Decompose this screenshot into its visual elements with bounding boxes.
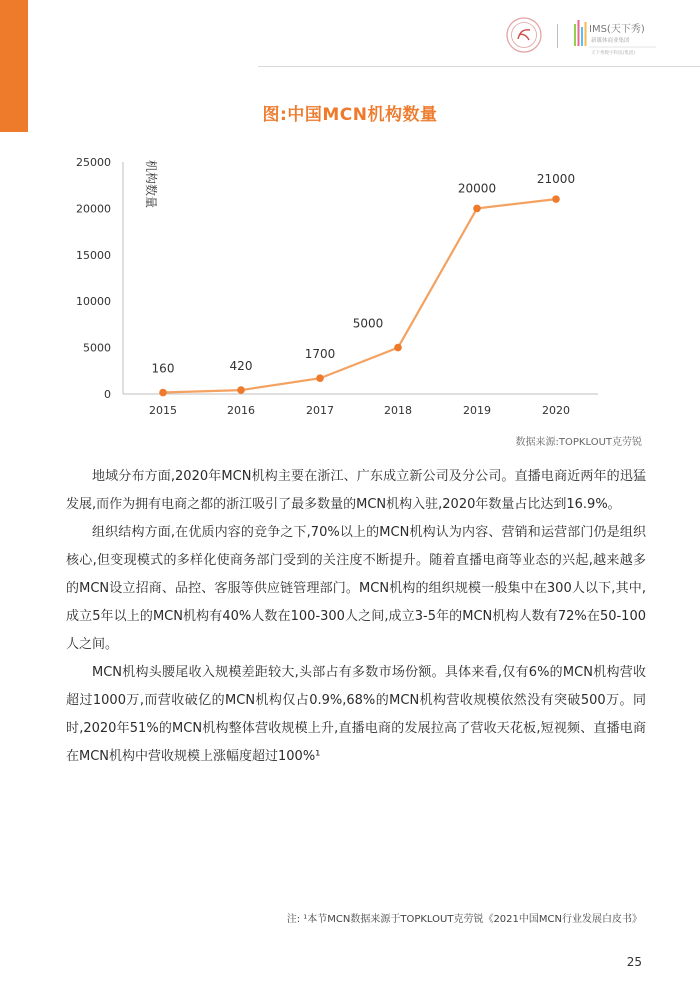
chart-title: 图:中国MCN机构数量	[262, 105, 438, 125]
y-tick-label: 0	[104, 388, 111, 401]
x-tick-label: 2015	[149, 404, 177, 417]
paragraph-structure: 组织结构方面,在优质内容的竞争之下,70%以上的MCN机构认为内容、营销和运营部门仍是组织核心,但变现模式的多样化使商务部门受到的关注度不断提升。随着直播电商等业态的兴起,越来越多的MCN设立招商、品控、客服等供应链管理部门。MCN机构的组织规模一般集中在300人以下,其中,成立5年以上的MCN机构有40%人数在100-300人之间,成立3-5年的MCN机构人数有72%在50-100人之间。	[66, 525, 646, 652]
brand-name: IMS(天下秀)	[589, 24, 645, 35]
footnote: 注: ¹本节MCN数据来源于TOPKLOUT克劳锐《2021中国MCN行业发展白皮书》	[286, 914, 642, 925]
data-label: 21000	[536, 172, 576, 187]
data-point	[394, 344, 402, 352]
y-tick-label: 20000	[76, 202, 111, 216]
y-tick-label: 25000	[76, 156, 111, 169]
page-number: 25	[626, 955, 642, 969]
brand-tagline: 天下秀数字科技(集团)	[591, 51, 636, 56]
data-label: 160	[151, 361, 175, 376]
data-label: 1700	[304, 347, 336, 362]
series-line	[163, 199, 556, 392]
paragraph-region: 地域分布方面,2020年MCN机构主要在浙江、广东成立新公司及分公司。直播电商近两年的迅猛发展,而作为拥有电商之都的浙江吸引了最多数量的MCN机构入驻,2020年数量占比达到16.9%。	[66, 469, 646, 512]
y-tick-label: 5000	[83, 341, 111, 355]
data-point	[159, 389, 167, 397]
x-tick-label: 2019	[463, 404, 491, 417]
body-text	[66, 463, 646, 771]
x-tick-label: 2017	[306, 404, 334, 417]
brand-subtitle: 新媒体商业集团	[591, 38, 630, 44]
data-label: 420	[229, 359, 253, 374]
x-tick-label: 2020	[542, 404, 570, 417]
x-tick-label: 2016	[227, 404, 255, 417]
data-point	[316, 374, 324, 382]
data-source: 数据来源:TOPKLOUT克劳锐	[515, 437, 642, 448]
data-label: 20000	[457, 181, 497, 196]
data-point	[473, 205, 481, 213]
data-point	[237, 386, 245, 394]
paragraph-revenue: MCN机构头腰尾收入规模差距较大,头部占有多数市场份额。具体来看,仅有6%的MCN机构营收超过1000万,而营收破亿的MCN机构仅占0.9%,68%的MCN机构营收规模依然没有突破500万。同时,2020年51%的MCN机构整体营收规模上升,直播电商的发展拉高了营收天花板,短视频、直播电商在MCN机构中营收规模上涨幅度超过100%¹	[66, 665, 646, 764]
data-point	[552, 195, 560, 203]
y-tick-label: 10000	[76, 295, 111, 309]
data-label: 5000	[352, 316, 384, 331]
x-tick-label: 2018	[384, 404, 412, 417]
y-tick-label: 15000	[76, 248, 111, 262]
mcn-count-line-chart	[0, 0, 700, 430]
y-axis-title: 机构数量	[144, 160, 158, 209]
